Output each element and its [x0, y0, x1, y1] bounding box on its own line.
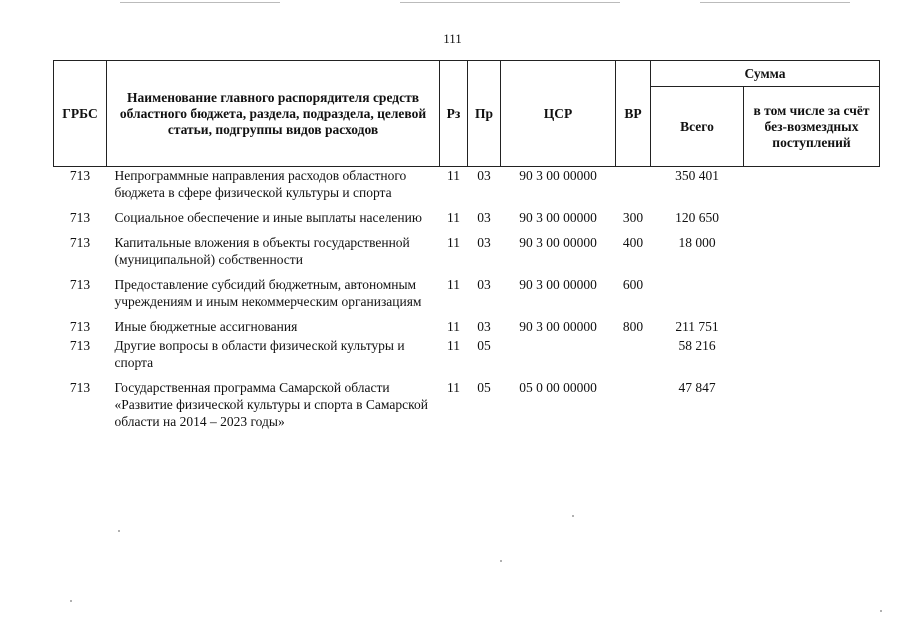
cell-free	[744, 337, 880, 379]
scan-speck	[500, 560, 502, 562]
cell-rz: 11	[447, 235, 460, 250]
cell-pr: 05	[477, 380, 491, 395]
table-row	[54, 318, 880, 337]
scan-artifact	[700, 2, 850, 3]
header-sum: Сумма	[651, 61, 880, 87]
cell-vr	[616, 379, 651, 438]
header-grbs: ГРБС	[54, 61, 107, 167]
cell-free	[744, 167, 880, 210]
scan-speck	[572, 515, 574, 517]
cell-pr: 03	[477, 235, 491, 250]
table-row	[54, 167, 880, 210]
cell-free	[744, 234, 880, 276]
cell-free	[744, 379, 880, 438]
cell-csr	[501, 337, 616, 379]
cell-total: 350 401	[675, 168, 719, 183]
cell-pr: 03	[477, 210, 491, 225]
cell-total	[651, 276, 744, 318]
cell-grbs: 713	[69, 210, 91, 225]
cell-vr: 800	[622, 319, 644, 334]
header-vr: ВР	[616, 61, 651, 167]
cell-free	[744, 318, 880, 337]
header-name: Наименование главного распорядителя средств областного бюджета, раздела, подраздела, целевой статьи, подгруппы видов расходов	[107, 61, 440, 167]
cell-vr: 600	[622, 277, 644, 292]
cell-name: Иные бюджетные ассигнования	[114, 319, 298, 334]
scan-speck	[118, 530, 120, 532]
cell-name: Предоставление субсидий бюджетным, автономным учреждениям и иным некоммерческим организациям	[114, 277, 422, 309]
cell-total: 47 847	[678, 380, 716, 395]
cell-vr	[616, 337, 651, 379]
table-row	[54, 276, 880, 318]
cell-rz: 11	[447, 380, 460, 395]
cell-csr: 90 3 00 00000	[519, 210, 597, 225]
cell-rz: 11	[447, 277, 460, 292]
cell-name: Государственная программа Самарской области «Развитие физической культуры и спорта в Самарской области на 2014 – 2023 годы»	[114, 380, 428, 429]
header-rz: Рз	[440, 61, 468, 167]
cell-free	[744, 276, 880, 318]
cell-csr: 90 3 00 00000	[519, 168, 597, 183]
cell-csr: 90 3 00 00000	[519, 319, 597, 334]
header-pr: Пр	[468, 61, 501, 167]
page-number: 111	[443, 31, 462, 46]
cell-name: Социальное обеспечение и иные выплаты населению	[114, 210, 422, 225]
cell-pr: 03	[477, 277, 491, 292]
cell-grbs: 713	[69, 235, 91, 250]
cell-rz: 11	[447, 168, 460, 183]
table-body	[54, 167, 880, 439]
cell-name: Другие вопросы в области физической культуры и спорта	[114, 338, 405, 370]
cell-grbs: 713	[69, 380, 91, 395]
cell-csr: 90 3 00 00000	[519, 235, 597, 250]
cell-name: Капитальные вложения в объекты государственной (муниципальной) собственности	[114, 235, 410, 267]
cell-grbs: 713	[69, 277, 91, 292]
table-header	[54, 61, 880, 167]
cell-total: 58 216	[678, 338, 716, 353]
cell-free	[744, 209, 880, 234]
cell-vr: 300	[622, 210, 644, 225]
cell-grbs: 713	[69, 338, 91, 353]
cell-grbs: 713	[69, 319, 91, 334]
table-row	[54, 234, 880, 276]
cell-rz: 11	[447, 210, 460, 225]
cell-rz: 11	[447, 338, 460, 353]
cell-name: Непрограммные направления расходов областного бюджета в сфере физической культуры и спорта	[114, 168, 407, 200]
table-row	[54, 209, 880, 234]
scan-speck	[880, 610, 882, 612]
budget-table	[53, 60, 880, 438]
table-row	[54, 379, 880, 438]
cell-vr	[616, 167, 651, 210]
cell-total: 18 000	[678, 235, 716, 250]
cell-csr: 05 0 00 00000	[519, 380, 597, 395]
scan-artifact	[120, 2, 280, 3]
cell-vr: 400	[622, 235, 644, 250]
cell-total: 120 650	[675, 210, 719, 225]
scan-artifact	[400, 2, 620, 3]
cell-rz: 11	[447, 319, 460, 334]
cell-grbs: 713	[69, 168, 91, 183]
header-free: в том числе за счёт без-возмездных поступлений	[744, 87, 880, 167]
header-csr: ЦСР	[501, 61, 616, 167]
cell-csr: 90 3 00 00000	[519, 277, 597, 292]
scan-speck	[70, 600, 72, 602]
cell-pr: 05	[477, 338, 491, 353]
table-row	[54, 337, 880, 379]
cell-pr: 03	[477, 168, 491, 183]
cell-pr: 03	[477, 319, 491, 334]
cell-total: 211 751	[675, 319, 719, 334]
header-total: Всего	[651, 87, 744, 167]
